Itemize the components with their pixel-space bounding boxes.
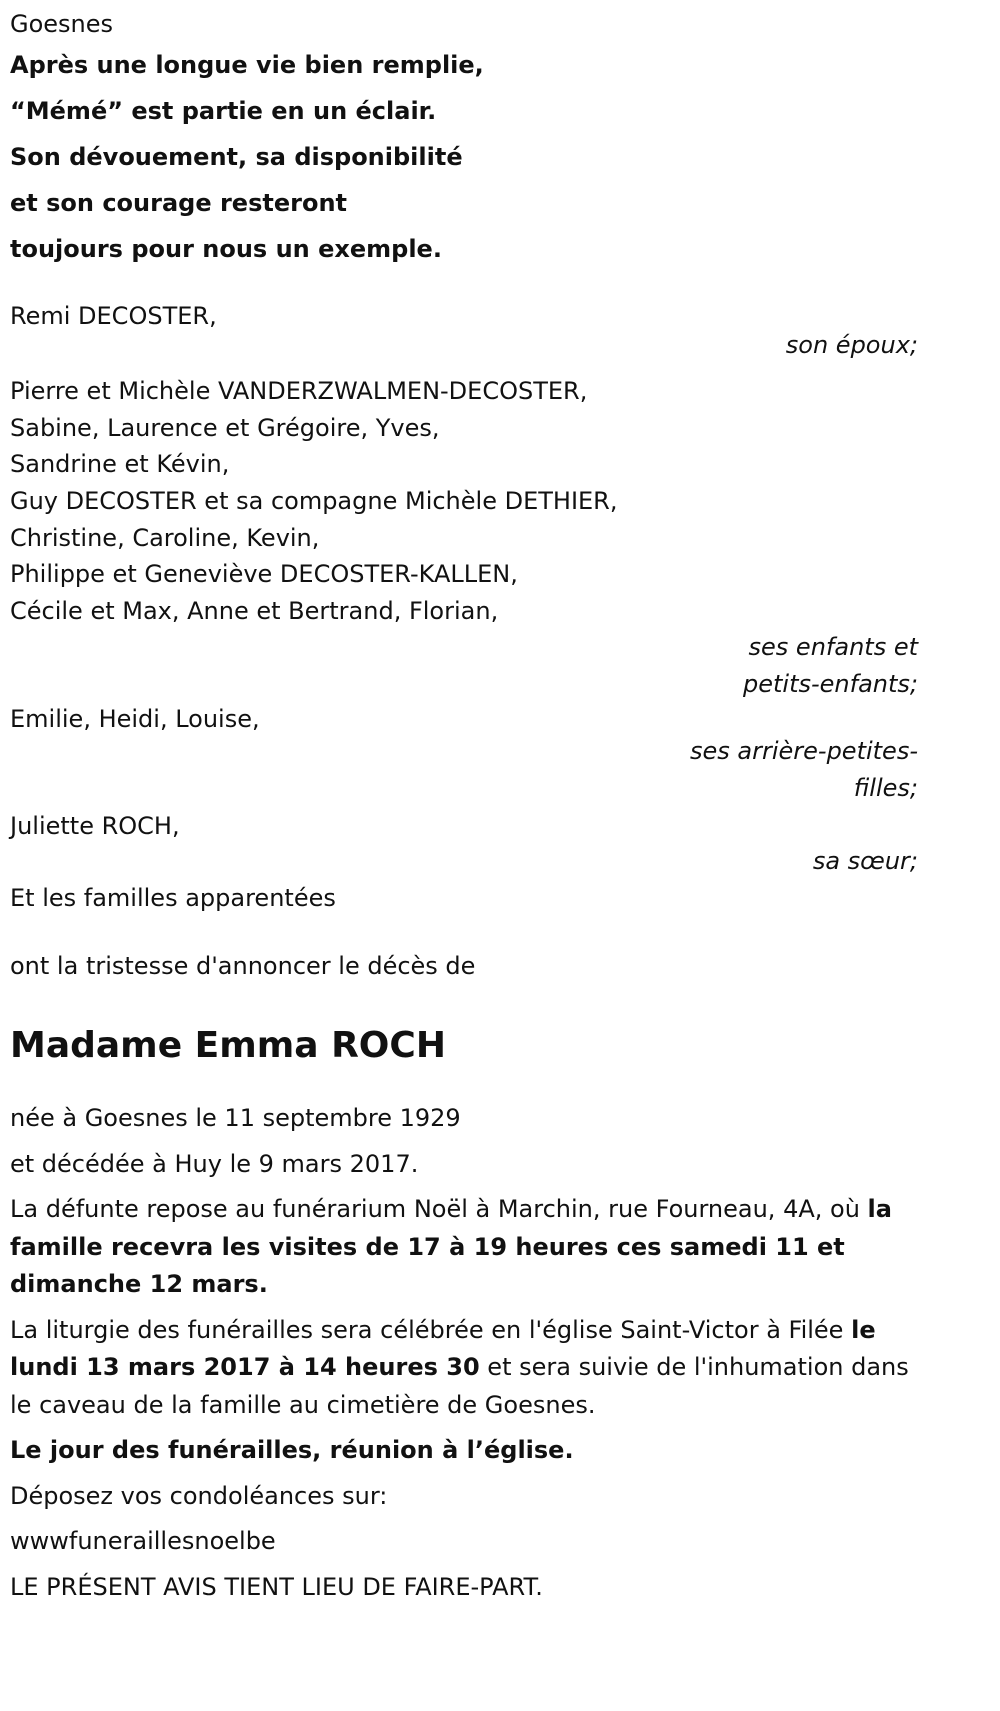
funeral-intro: La liturgie des funérailles sera célébrée en l'église Saint-Victor à Filée <box>10 1315 844 1344</box>
family-group-sister <box>10 808 928 879</box>
visitation-info <box>10 1191 918 1304</box>
children-line: Pierre et Michèle VANDERZWALMEN-DECOSTER, <box>10 377 588 406</box>
poem-line: “Mémé” est partie en un éclair. <box>10 97 437 125</box>
location-header: Goesnes <box>10 10 114 38</box>
great-grandchildren-names: Emilie, Heidi, Louise, <box>10 704 260 733</box>
children-line: Christine, Caroline, Kevin, <box>10 523 320 552</box>
death-info: et décédée à Huy le 9 mars 2017. <box>10 1149 419 1178</box>
poem-line: Son dévouement, sa disponibilité <box>10 143 463 171</box>
meeting-info: Le jour des funérailles, réunion à l’église. <box>10 1436 574 1465</box>
deceased-name: Madame Emma ROCH <box>10 1025 446 1067</box>
family-group-children <box>10 373 928 702</box>
spouse-role: son époux; <box>785 330 918 359</box>
children-line: Cécile et Max, Anne et Bertrand, Florian, <box>10 596 499 625</box>
great-grandchildren-role: filles; <box>853 773 918 802</box>
sister-name: Juliette ROCH, <box>10 812 180 841</box>
funeral-outro: et sera suivie de l'inhumation dans le caveau de la famille au cimetière de Goesnes. <box>10 1353 909 1419</box>
poem-line: et son courage resteront <box>10 189 347 217</box>
children-role: petits-enfants; <box>743 669 918 698</box>
sister-role: sa sœur; <box>812 846 918 875</box>
visitation-times: la famille recevra les visites de 17 à 19 heures ces samedi 11 et dimanche 12 mars. <box>10 1195 892 1299</box>
condolences-link[interactable]: wwwfuneraillesnoelbe <box>10 1527 276 1556</box>
great-grandchildren-role: ses arrière-petites- <box>690 737 918 766</box>
family-group-spouse <box>10 298 928 363</box>
announcement: ont la tristesse d'annoncer le décès de <box>10 952 476 981</box>
funeral-datetime: le lundi 13 mars 2017 à 14 heures 30 <box>10 1315 876 1382</box>
details <box>10 1100 928 1606</box>
children-line: Sabine, Laurence et Grégoire, Yves, <box>10 413 440 442</box>
children-line: Sandrine et Kévin, <box>10 450 230 479</box>
spouse-name: Remi DECOSTER, <box>10 302 217 330</box>
related-families: Et les familles apparentées <box>10 883 336 912</box>
family-group-great-grandchildren <box>10 701 928 807</box>
poem-line: toujours pour nous un exemple. <box>10 235 442 263</box>
children-line: Philippe et Geneviève DECOSTER-KALLEN, <box>10 560 518 589</box>
condolences-label: Déposez vos condoléances sur: <box>10 1481 388 1510</box>
poem <box>10 42 928 272</box>
children-line: Guy DECOSTER et sa compagne Michèle DETHIER, <box>10 486 618 515</box>
family-list <box>10 298 928 916</box>
birth-info: née à Goesnes le 11 septembre 1929 <box>10 1104 461 1133</box>
visitation-intro: La défunte repose au funérarium Noël à Marchin, rue Fourneau, 4A, où <box>10 1195 860 1224</box>
notice-text: LE PRÉSENT AVIS TIENT LIEU DE FAIRE-PART. <box>10 1572 543 1601</box>
poem-line: Après une longue vie bien remplie, <box>10 51 484 79</box>
funeral-info <box>10 1312 918 1425</box>
children-role: ses enfants et <box>748 633 918 662</box>
